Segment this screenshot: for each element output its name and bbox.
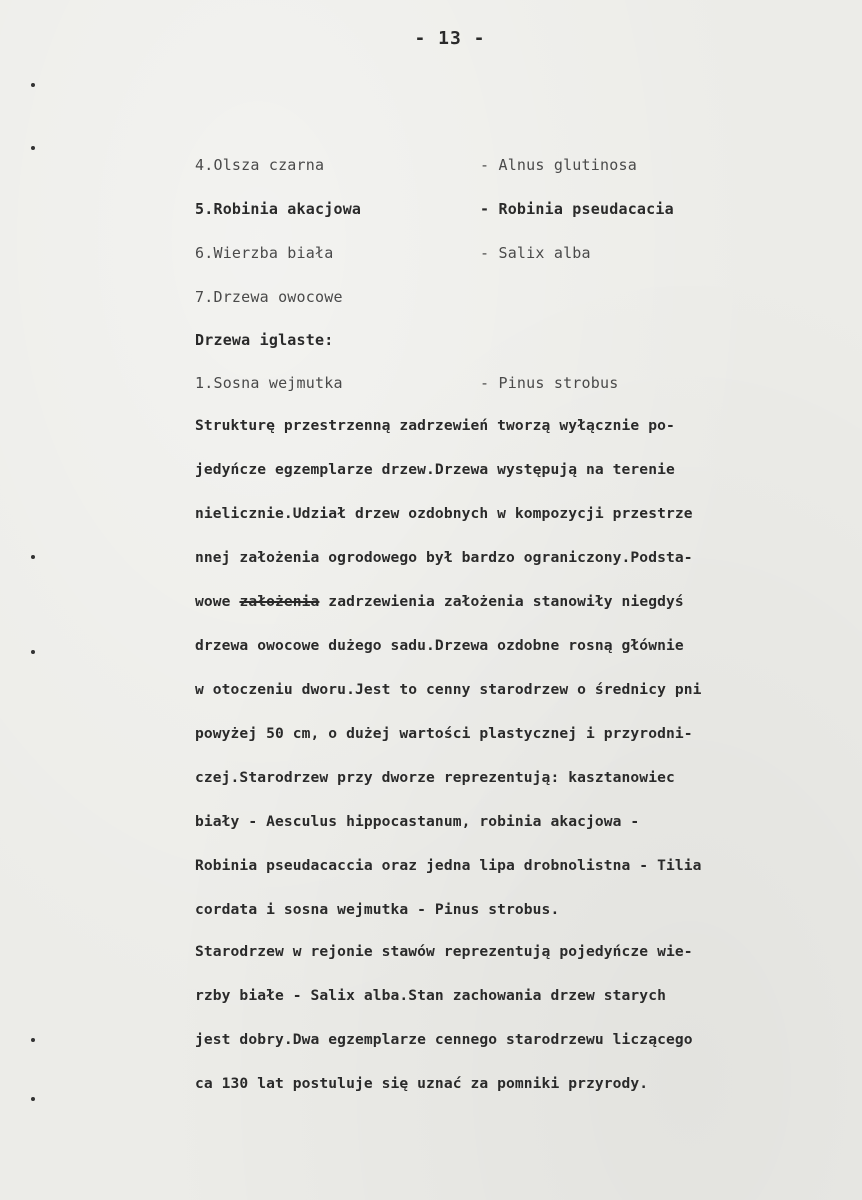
species-latin-name: - Pinus strobus [480,374,619,392]
punch-hole-mark [31,650,35,654]
punch-hole-mark [31,1097,35,1101]
paragraph-line: Strukturę przestrzenną zadrzewień tworzą wyłącznie po- [195,417,675,434]
paragraph-line: Starodrzew w rejonie stawów reprezentują pojedyńcze wie- [195,943,693,960]
text-run: wowe [195,593,240,610]
paragraph-line: ca 130 lat postuluje się uznać za pomniki przyrody. [195,1075,649,1092]
paragraph-line: rzby białe - Salix alba.Stan zachowania drzew starych [195,987,666,1004]
punch-hole-mark [31,83,35,87]
species-item [195,374,619,392]
section-heading: Drzewa iglaste: [195,331,334,349]
paragraph-line: biały - Aesculus hippocastanum, robinia akacjowa - [195,813,640,830]
paragraph-line: nielicznie.Udział drzew ozdobnych w kompozycji przestrze [195,505,693,522]
paragraph-line: czej.Starodrzew przy dworze reprezentują: kasztanowiec [195,769,675,786]
punch-hole-mark [31,555,35,559]
punch-hole-mark [31,1038,35,1042]
paragraph-line: jest dobry.Dwa egzemplarze cennego starodrzewu liczącego [195,1031,693,1048]
species-name: 6.Wierzba biała [195,244,334,262]
species-latin-name: - Salix alba [480,244,591,262]
paragraph-line: jedyńcze egzemplarze drzew.Drzewa występują na terenie [195,461,675,478]
species-latin-name: - Alnus glutinosa [480,156,637,174]
species-item [195,156,637,174]
punch-hole-mark [31,146,35,150]
species-name: 1.Sosna wejmutka [195,374,343,392]
species-name: 7.Drzewa owocowe [195,288,343,306]
paragraph-line: w otoczeniu dworu.Jest to cenny starodrzew o średnicy pni [195,681,702,698]
paragraph-line: nnej założenia ogrodowego był bardzo ograniczony.Podsta- [195,549,693,566]
struck-out-word: założenia [239,593,320,610]
species-name: 4.Olsza czarna [195,156,325,174]
species-item [195,244,591,262]
species-latin-name: - Robinia pseudacacia [480,200,674,218]
page-number: - 13 - [414,28,486,49]
paragraph-line: powyżej 50 cm, o dużej wartości plastycznej i przyrodni- [195,725,693,742]
text-run: zadrzewienia założenia stanowiły niegdyś [319,593,684,610]
paragraph-line: Robinia pseudacaccia oraz jedna lipa drobnolistna - Tilia [195,857,702,874]
species-name: 5.Robinia akacjowa [195,200,362,218]
paragraph-line: cordata i sosna wejmutka - Pinus strobus. [195,901,560,918]
species-item [195,200,674,218]
paragraph-line [195,593,684,610]
paragraph-line: drzewa owocowe dużego sadu.Drzewa ozdobne rosną głównie [195,637,684,654]
species-item [195,288,343,306]
